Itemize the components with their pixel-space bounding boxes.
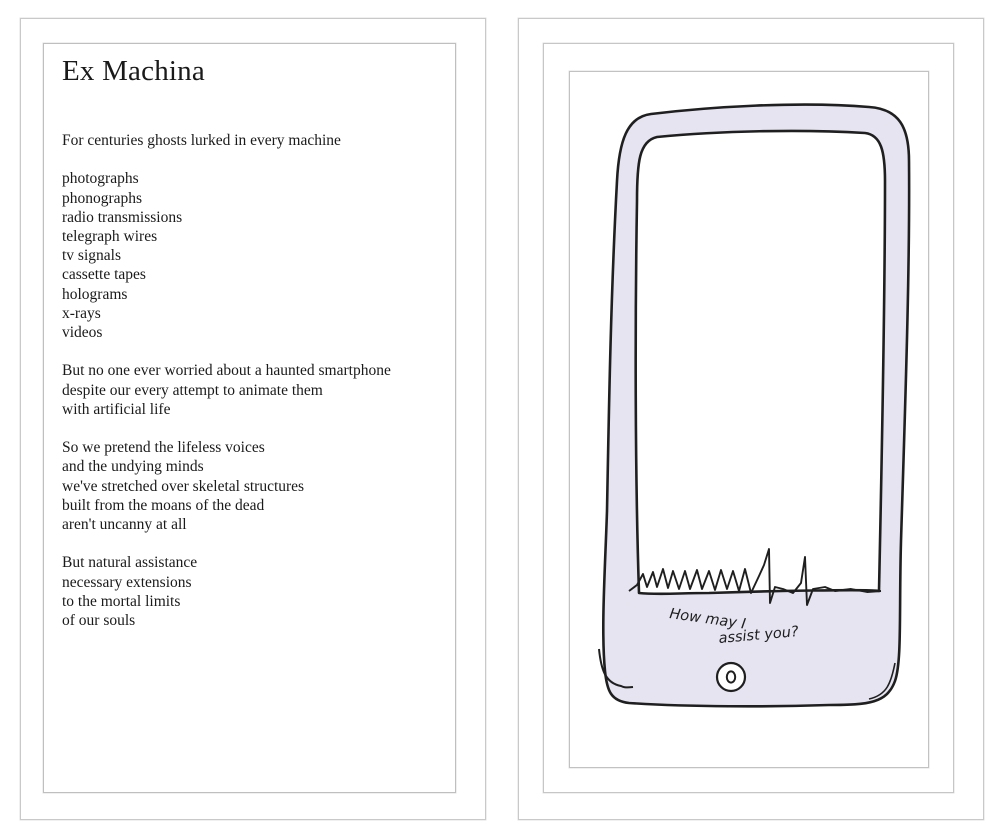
assistant-prompt-line1: How may I xyxy=(668,606,747,633)
poem-line: telegraph wires xyxy=(62,228,158,245)
poem-line: photographs xyxy=(62,170,139,188)
poem-line: necessary extensions xyxy=(62,573,192,591)
assistant-prompt-line2: assist you? xyxy=(717,624,800,647)
poem-line: x-rays xyxy=(62,304,101,322)
poem-line: aren't uncanny at all xyxy=(62,516,187,534)
phone-screen xyxy=(636,131,885,594)
poem-line: cassette tapes xyxy=(62,266,146,284)
smartphone-illustration xyxy=(569,71,929,768)
poem-line: But natural assistance xyxy=(62,554,198,572)
stanza xyxy=(62,553,452,630)
poem-line: tv signals xyxy=(62,247,121,265)
poem-line: to the mortal limits xyxy=(62,592,181,610)
stanza xyxy=(62,131,452,150)
poem-title: Ex Machina xyxy=(62,55,205,87)
poem-line: phonographs xyxy=(62,189,143,207)
poem-line: But no one ever worried about a haunted smartphone xyxy=(62,362,391,380)
poem-line: with artificial life xyxy=(62,400,171,418)
poem-line: despite our every attempt to animate them xyxy=(62,381,323,399)
poem xyxy=(62,55,452,649)
stanza xyxy=(62,361,452,419)
poem-line: of our souls xyxy=(62,612,136,630)
poem-line: radio transmissions xyxy=(62,208,183,226)
stanza xyxy=(62,169,452,342)
poem-line: and the undying minds xyxy=(62,458,204,476)
smartphone-drawing xyxy=(569,71,929,768)
stanza xyxy=(62,438,452,534)
poem-line: built from the moans of the dead xyxy=(62,496,265,514)
poem-line: For centuries ghosts lurked in every machine xyxy=(62,132,341,149)
poem-line: So we pretend the lifeless voices xyxy=(62,439,265,457)
poem-line: we've stretched over skeletal structures xyxy=(62,477,305,495)
poem-line: holograms xyxy=(62,285,128,303)
home-button-icon xyxy=(717,663,745,691)
poem-body xyxy=(62,131,452,630)
poem-line: videos xyxy=(62,324,103,342)
